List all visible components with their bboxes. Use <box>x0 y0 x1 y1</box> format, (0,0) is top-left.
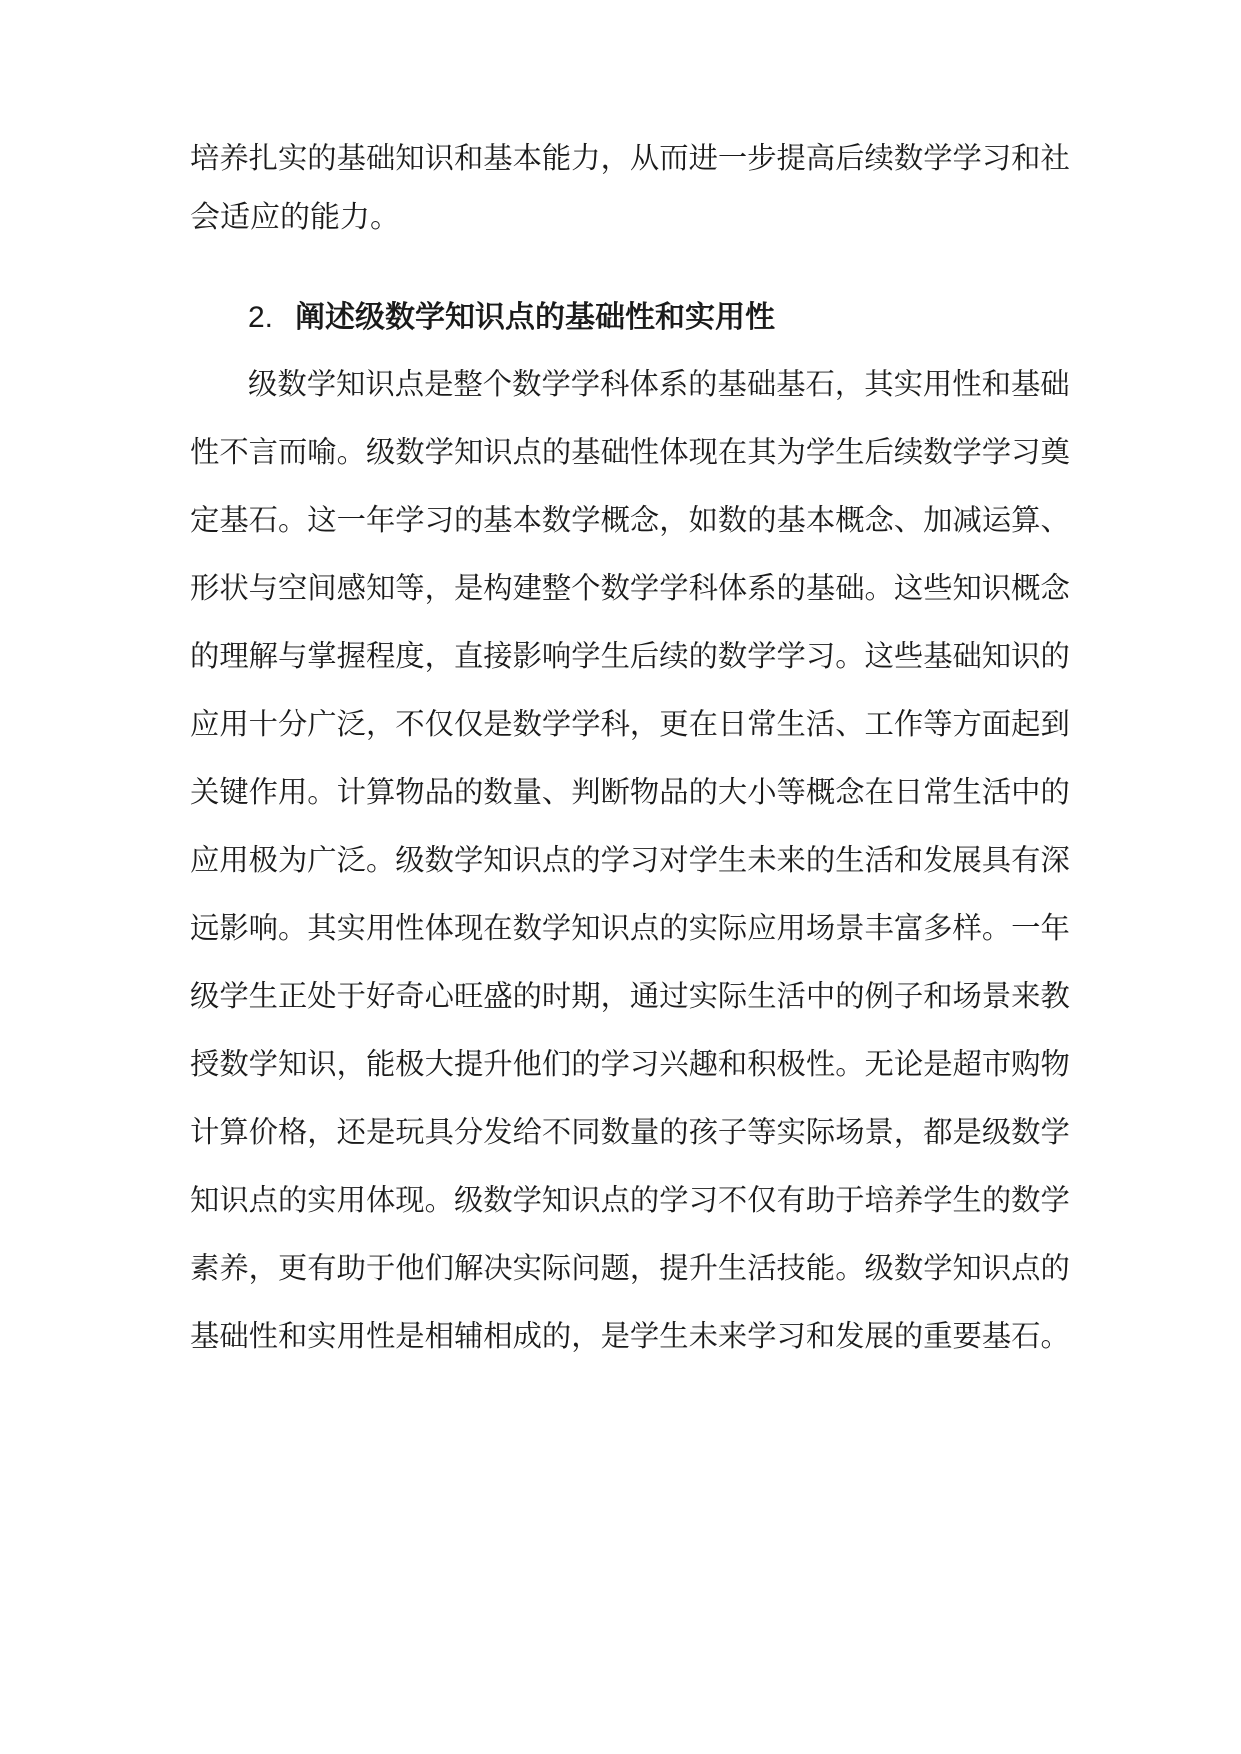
paragraph-line: 素养，更有助于他们解决实际问题，提升生活技能。级数学知识点的 <box>190 1251 1070 1285</box>
section-number: 2. <box>248 301 274 334</box>
paragraph-line: 定基石。这一年学习的基本数学概念，如数的基本概念、加减运算、 <box>190 503 1070 537</box>
section-title: 阐述级数学知识点的基础性和实用性 <box>295 300 776 335</box>
section-heading <box>248 298 1068 338</box>
paragraph-line: 应用十分广泛，不仅仅是数学学科，更在日常生活、工作等方面起到 <box>190 707 1070 741</box>
paragraph-line: 基础性和实用性是相辅相成的，是学生未来学习和发展的重要基石。 <box>190 1319 1070 1353</box>
paragraph-line: 知识点的实用体现。级数学知识点的学习不仅有助于培养学生的数学 <box>190 1183 1070 1217</box>
paragraph-line: 授数学知识，能极大提升他们的学习兴趣和积极性。无论是超市购物 <box>190 1047 1070 1081</box>
paragraph-line: 会适应的能力。 <box>190 200 400 235</box>
paragraph-line: 培养扎实的基础知识和基本能力，从而进一步提高后续数学学习和社 <box>190 141 1070 175</box>
paragraph-line: 计算价格，还是玩具分发给不同数量的孩子等实际场景，都是级数学 <box>190 1115 1070 1149</box>
paragraph-line: 的理解与掌握程度，直接影响学生后续的数学学习。这些基础知识的 <box>190 639 1070 673</box>
paragraph-line: 性不言而喻。级数学知识点的基础性体现在其为学生后续数学学习奠 <box>190 435 1070 469</box>
paragraph-line: 应用极为广泛。级数学知识点的学习对学生未来的生活和发展具有深 <box>190 843 1070 877</box>
paragraph-line: 关键作用。计算物品的数量、判断物品的大小等概念在日常生活中的 <box>190 775 1070 809</box>
paragraph-line: 级数学知识点是整个数学学科体系的基础基石，其实用性和基础 <box>248 367 1070 401</box>
paragraph-line: 级学生正处于好奇心旺盛的时期，通过实际生活中的例子和场景来教 <box>190 979 1070 1013</box>
paragraph-line: 远影响。其实用性体现在数学知识点的实际应用场景丰富多样。一年 <box>190 911 1070 945</box>
paragraph-line: 形状与空间感知等，是构建整个数学学科体系的基础。这些知识概念 <box>190 571 1070 605</box>
